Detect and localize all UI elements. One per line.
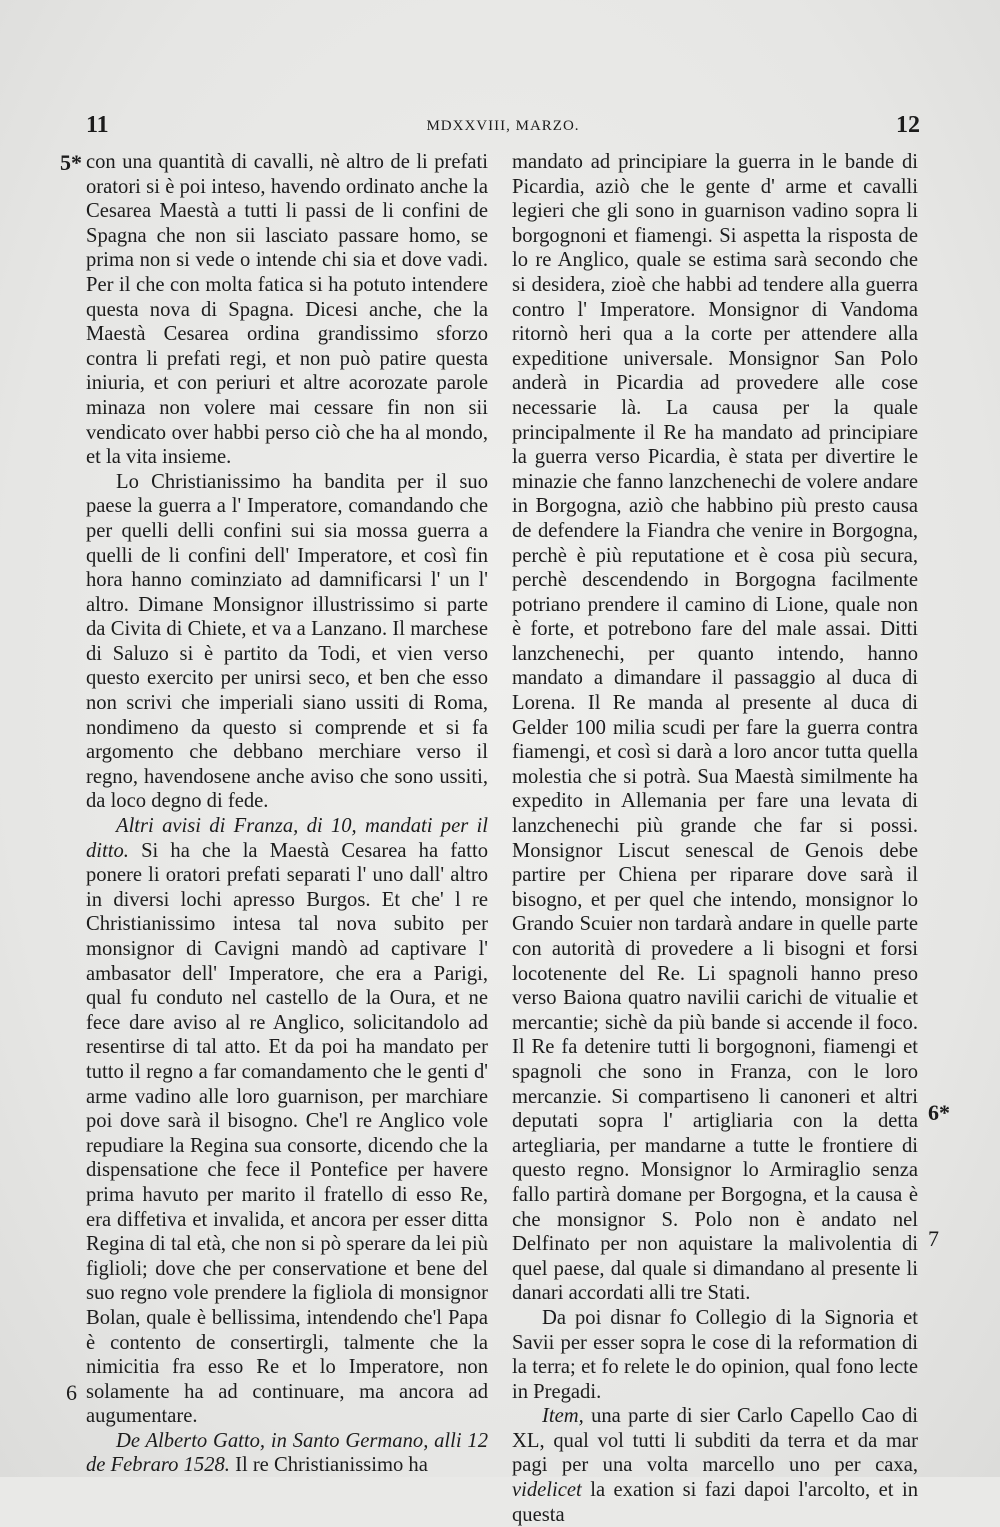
left-paragraph-3: [86, 814, 488, 1429]
right-paragraph-3-body-a: una parte di sier Carlo Capello Cao di XL, qual vol tutti li subditi da terra et da mar pagi per una volta marcello uno per caxa,: [512, 1405, 918, 1477]
left-paragraph-4-body: Il re Christianissimo ha: [229, 1454, 428, 1477]
left-paragraph-4-heading: De Alberto Gatto, in Santo Germano, alli 12 de Febraro 1528.: [86, 1429, 488, 1477]
right-paragraph-2: Da poi disnar fo Collegio di la Signoria et Savii per esser sopra le cose di la reformation di la terra; et fo relete le do opinion, qual fono lecte in Pregadi.: [512, 1306, 918, 1403]
left-paragraph-4: [86, 1429, 488, 1478]
right-column: [512, 150, 918, 1527]
running-title: MDXXVIII, MARZO.: [426, 118, 580, 134]
page-header: [86, 112, 920, 142]
margin-note-right-second: 7: [928, 1226, 939, 1251]
right-paragraph-3-videlicet: videlicet: [512, 1479, 582, 1502]
margin-note-left-bottom: 6: [66, 1380, 77, 1405]
left-paragraph-3-body: Si ha che la Maestà Cesarea ha fatto ponere li oratori prefati separati l' uno dall' altro in diversi lochi apresso Burgos. Et che' l re Christianissimo intesa tal nova subito per monsignor di Cavigni mandò ad captivare l' ambasator dell' Imperatore, che era a Parigi, qual fu conduto nel castello de la Oura, et ne fece dare aviso al re Anglico, solicitandolo ad resentirse di tal atto. Et da poi ha mandato per tutto il regno a far comandamento che le genti d' arme vadino alle loro guarnison, per marchiare poi dove sarà il bisogno. Che'l re Anglico vole repudiare la Regina sua consorte, dicendo che la dispensatione che fece il Pontefice per havere prima havuto per marito il fratello di esso Re, era diffetiva et invalida, et ancora per esser ditta Regina di tal età, che non si pò sperare da lei più figlioli; dove che per conservatione et bene del suo regno vole prendere la figliola di monsignor Bolan, quale è bellissima, intendendo che'l Papa è contento de consertirgli, talmente che la nimicitia fra esso Re et lo Imperatore, non solamente ha ad continuare, ma ancora ad augumentare.: [86, 839, 488, 1428]
page-number-left: 11: [86, 112, 109, 138]
right-paragraph-3-heading: Item,: [542, 1405, 584, 1428]
margin-note-left-top: 5*: [60, 150, 82, 175]
right-paragraph-1: mandato ad principiare la guerra in le bande di Picardia, aziò che le gente d' arme et cavalli legieri che gli sono in guarnison vadino sopra li borgognoni et fiamengi. Si aspetta la risposta de lo re Anglico, quale se estima sarà secondo che si desidera, zioè che habbi ad tendere alla guerra contro l' Imperatore. Monsignor di Vandoma ritornò heri qua a la corte per attendere alla expeditione universale. Monsignor San Polo anderà in Picardia ad provedere alle cose necessarie là. La causa per la quale principalmente il Re ha mandato ad principiare la guerra verso Picardia, è stata per divertire le minazie che fanno lanzchenechi de volere andare in Borgogna, aziò che habbino più presto causa de defendere la Fiandra che venire in Borgogna, perchè è più reputatione et è cosa più secura, perchè descendendo in Borgogna facilmente potriano prendere il camino di Lione, quale non è forte, et potrebono fare del male assai. Ditti lanzchenechi, per quanto intendo, hanno mandato a dimandare il passaggio al duca di Lorena. Il Re manda al presente al duca di Gelder 100 milia scudi per fare la guerra contra fiamengi, et così si darà a loro ancor tutta quella molestia che si potrà. Sua Maestà similmente ha expedito in Allemania per fare una levata di lanzchenechi più grande che far si possi. Monsignor Liscut senescal de Genois debe partire per Chiena per riparare dove sarà il bisogno, et per quel che intendo, monsignor lo Grando Scuier non tardarà andare in quelle parte con autorità di provedere a li bisogni et forsi locotenente del Re. Li spagnoli hanno preso verso Baiona quatro navilii carichi de vitualie et mercantie; sichè da più bande si accende il foco. Il Re fa detenire tutti li borgognoni, fiamengi et spagnoli che sono in Franza, con le loro mercanzie. Si compartiseno li canoneri et altri deputati sopra l' artigliaria con la detta artegliaria, per mandarne a tutte le frontiere di questo regno. Monsignor lo Armiraglio senza fallo partirà domane per Borgogna, et la causa è che monsignor S. Polo non è andato nel Delfinato per non aquistare la malivolentia di quel paese, dal quale si dimandano al presente li danari accordati alli tre Stati.: [512, 151, 918, 1305]
margin-note-right-first: 6*: [928, 1100, 950, 1125]
left-paragraph-2: Lo Christianissimo ha bandita per il suo paese la guerra a l' Imperatore, comandando che per quelli delli confini sui sia mossa guerra a quelli de li confini dell' Imperatore, et così fin hora hanno cominziato ad damnificarsi l' un l' altro. Dimane Monsignor illustrissimo si parte da Civita di Chiete, et va a Lanzano. Il marchese di Saluzo si è partito da Todi, et vien verso questo exercito per unirsi seco, et ben che esso non scrivi che imperiali siano ussiti di Roma, nondimeno da questo si comprende et si fa argomento che debbano merchiare verso il regno, havendosene anche aviso che sono ussiti, da loco degno di fede.: [86, 470, 488, 813]
left-paragraph-1: con una quantità di cavalli, nè altro de li prefati oratori si è poi inteso, havendo ordinato anche la Cesarea Maestà a tutti li passi de li confini de Spagna che non sii lasciato passare homo, se prima non si vede o intende chi sia et dove vadi. Per il che con molta fatica si ha potuto intendere questa nova di Spagna. Dicesi anche, che la Maestà Cesarea ordina grandissimo sforzo contra li prefati regi, et non può patire questa iniuria, et con periuri et altre acorozate parole minaza non volere mai cessare fin non sii vendicato over habbi perso ciò che ha al mondo, et la vita insieme.: [86, 151, 488, 469]
right-paragraph-3-body-b: la exation si fazi dapoi l'arcolto, et in questa: [512, 1479, 918, 1526]
page-number-right: 12: [896, 112, 920, 138]
left-column: [86, 150, 488, 1478]
left-paragraph-3-heading: Altri avisi di Franza, di 10, mandati per il ditto.: [86, 815, 488, 862]
right-paragraph-3: [512, 1404, 918, 1527]
